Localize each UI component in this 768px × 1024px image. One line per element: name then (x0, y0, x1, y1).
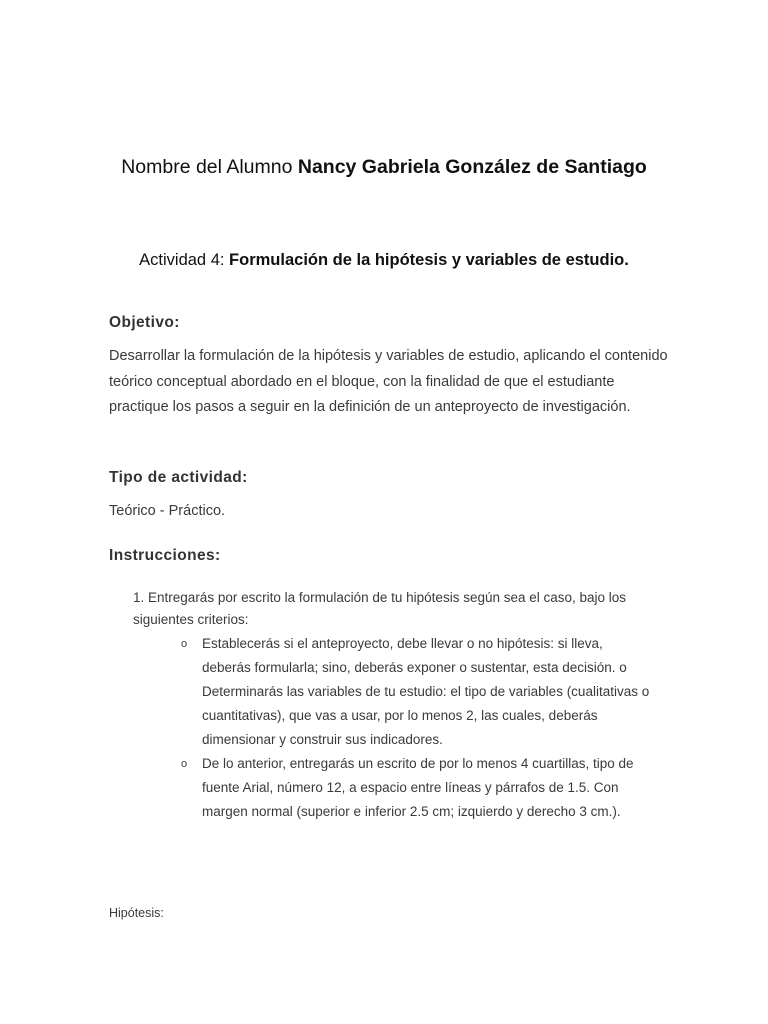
bullet-marker: o (181, 638, 188, 650)
bullet-item (181, 632, 651, 752)
student-name-line (100, 155, 668, 180)
objective-text: Desarrollar la formulación de la hipótesis y variables de estudio, aplicando el contenido teórico conceptual abordado en el bloque, con la finalidad de que el estudiante practique los pasos a seguir en la definición de un anteproyecto de investigación. (109, 348, 668, 415)
activity-label: Actividad 4: (139, 251, 230, 269)
hypothesis-label: Hipótesis: (109, 906, 164, 920)
list-item-text: Entregarás por escrito la formulación de tu hipótesis según sea el caso, bajo los siguientes criterios: (133, 590, 627, 627)
instructions-heading: Instrucciones: (109, 547, 221, 564)
student-label: Nombre del Alumno (121, 156, 298, 178)
list-item (133, 587, 663, 631)
bullet-text: De lo anterior, entregarás un escrito de por lo menos 4 cuartillas, tipo de fuente Arial, número 12, a espacio entre líneas y párrafos de 1.5. Con margen normal (superior e inferior 2.5 cm; izquierdo y derecho 3 cm.). (202, 756, 634, 819)
activity-title: Formulación de la hipótesis y variables de estudio. (229, 251, 629, 269)
student-name: Nancy Gabriela González de Santiago (297, 156, 647, 178)
bullet-marker: o (181, 758, 188, 770)
activity-title-line (80, 249, 688, 271)
bullet-text: Establecerás si el anteproyecto, debe llevar o no hipótesis: si lleva, deberás formularla; sino, deberás exponer o sustentar, esta decisión. o Determinarás las variables de tu estudio: el tipo de variables (cualitativas o cuantitativas), que vas a usar, por lo menos 2, las cuales, deberás dimensionar y construir sus indicadores. (202, 636, 650, 747)
activity-type-heading: Tipo de actividad: (109, 469, 248, 486)
activity-type-text: Teórico - Práctico. (109, 503, 226, 519)
objective-heading: Objetivo: (109, 314, 180, 331)
list-item-number: 1. (133, 590, 145, 605)
bullet-item (181, 752, 651, 824)
